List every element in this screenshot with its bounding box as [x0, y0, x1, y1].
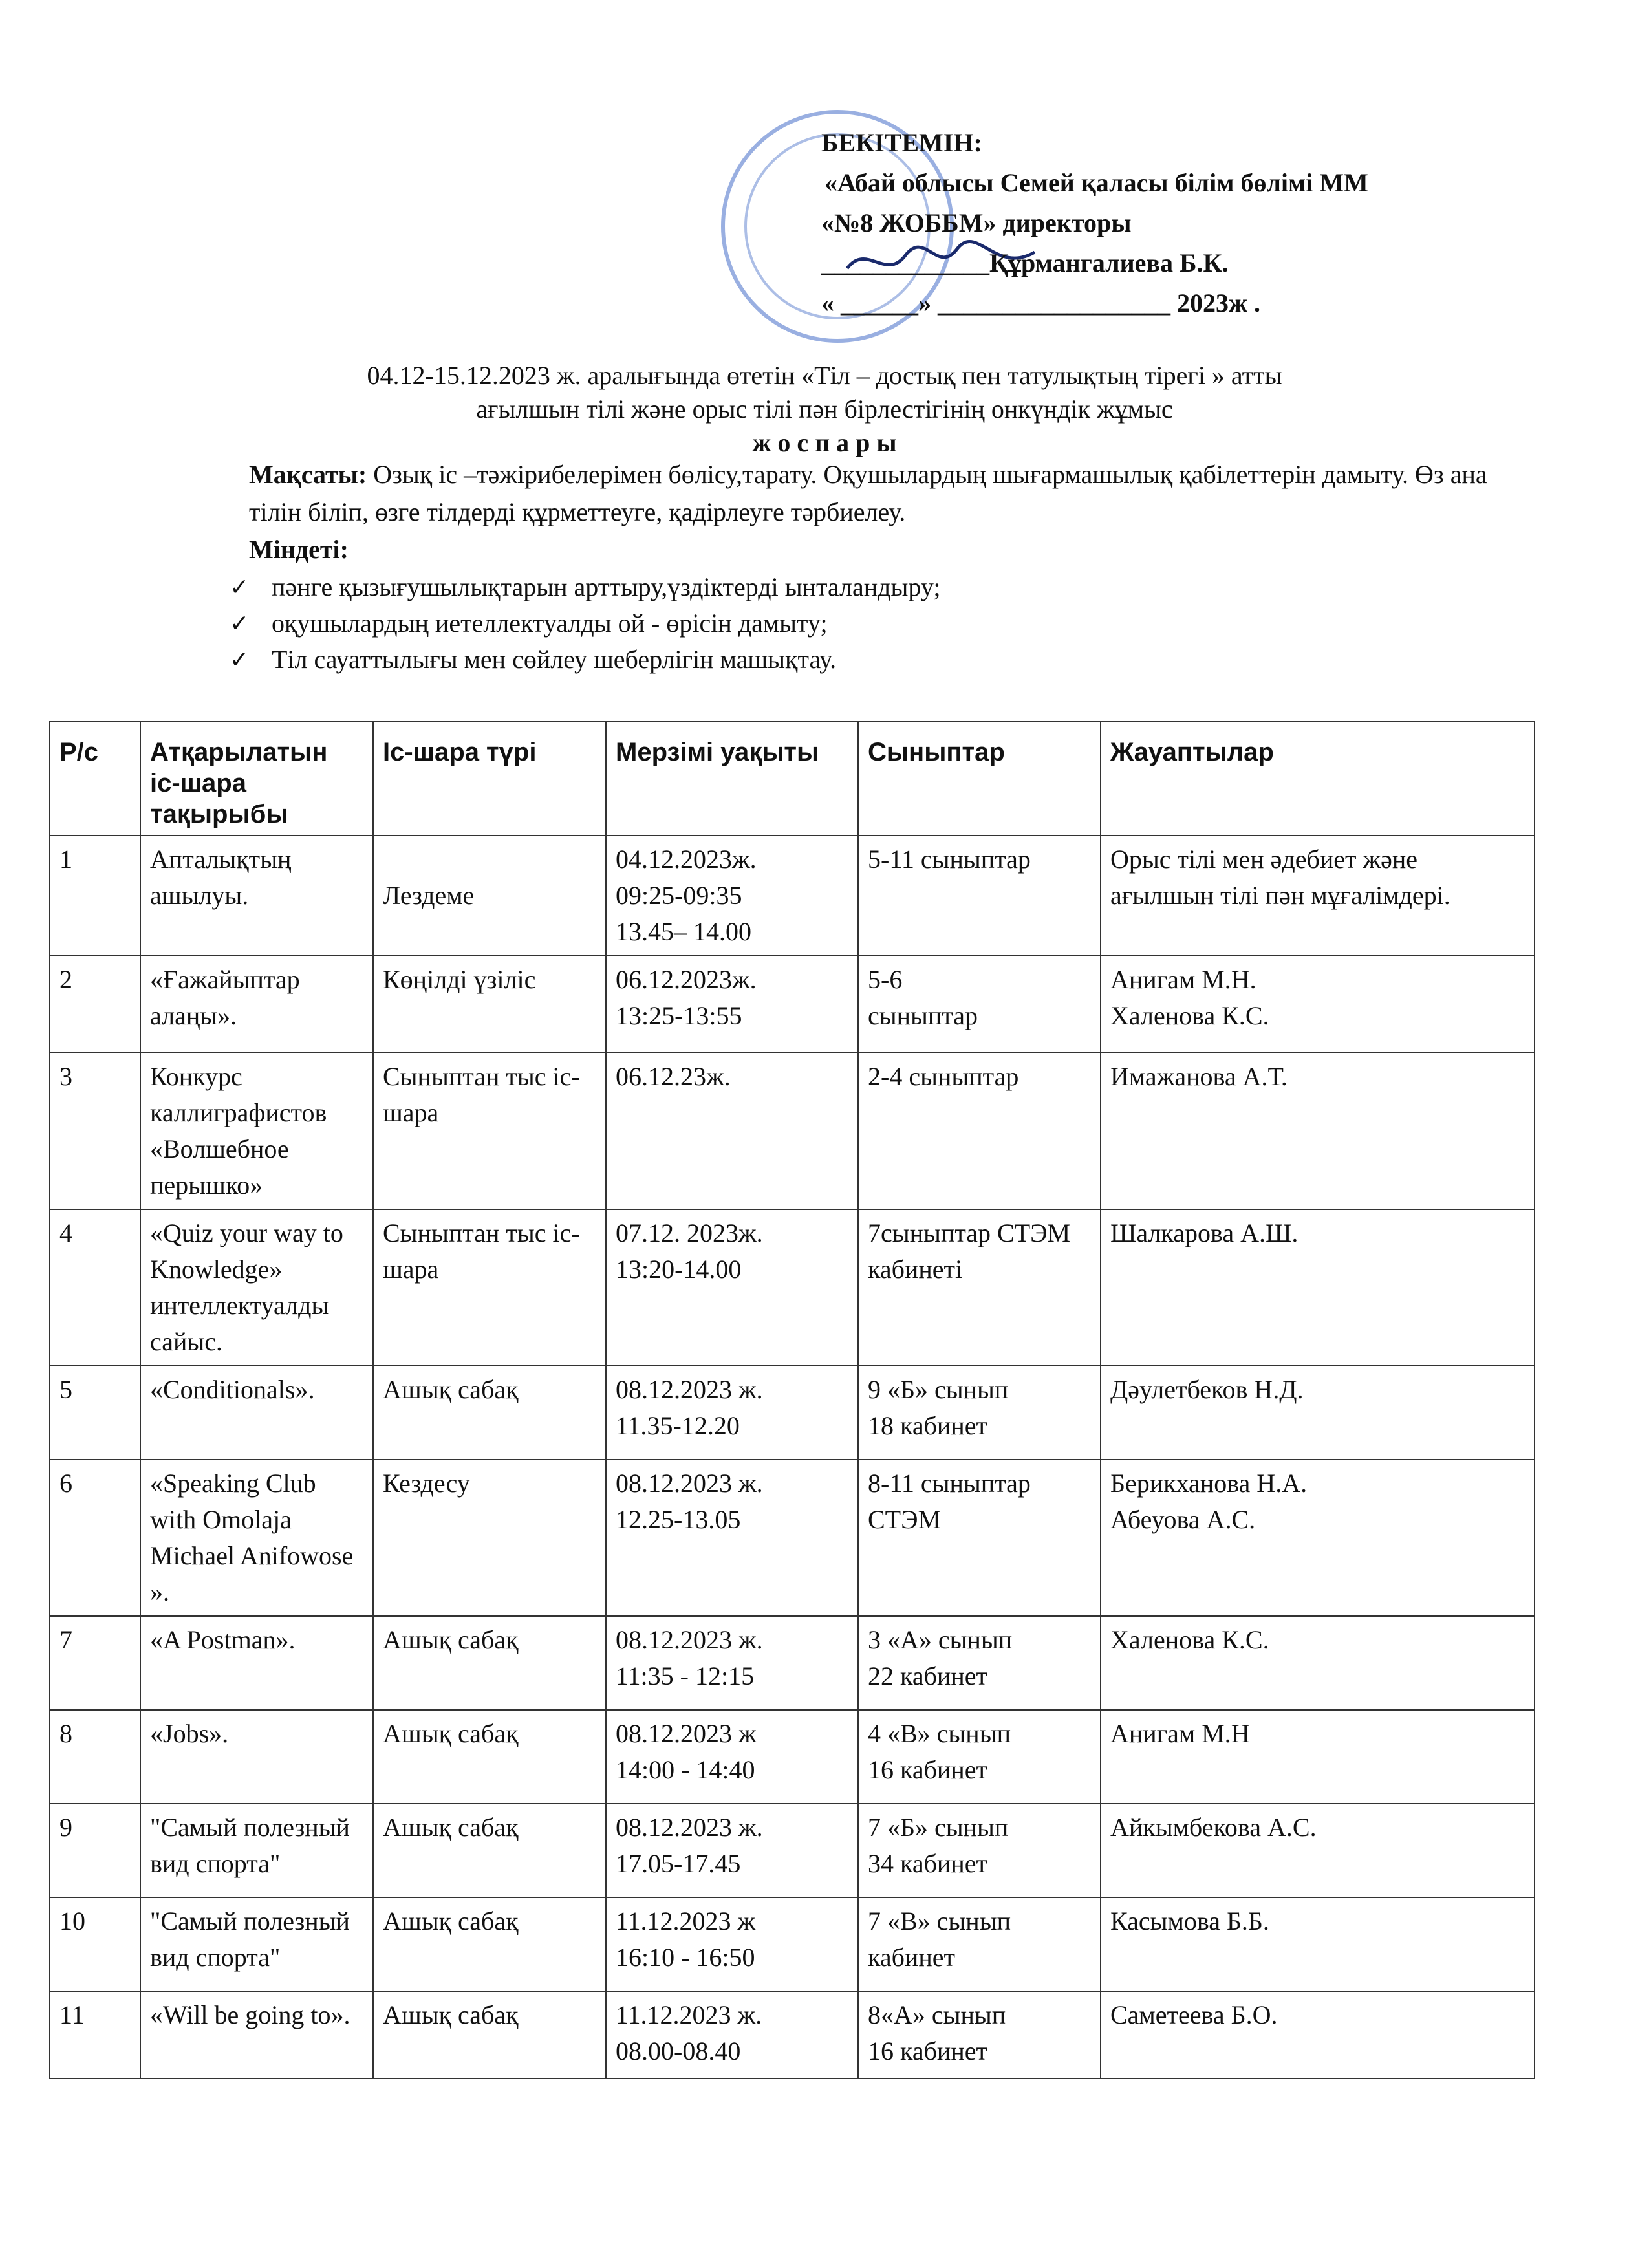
row-classes: 3 «А» сынып 22 кабинет: [858, 1616, 1101, 1710]
row-topic: «Quiz your way to Knowledge» интеллектуалды сайыс.: [140, 1209, 373, 1366]
header-index: Р/с: [50, 722, 140, 836]
table-row: [50, 1366, 1535, 1460]
row-classes: 7 «Б» сынып 34 кабинет: [858, 1804, 1101, 1897]
row-index: 4: [50, 1209, 140, 1366]
row-topic: «A Postman».: [140, 1616, 373, 1710]
header-topic: Атқарылатын іс-шара тақырыбы: [140, 722, 373, 836]
plan-title-line2: ағылшын тілі және орыс тілі пән бірлестігінің онкүндік жұмыс: [476, 394, 1173, 424]
row-classes: 9 «Б» сынып 18 кабинет: [858, 1366, 1101, 1460]
row-responsible: Берикханова Н.А. Абеуова А.С.: [1101, 1460, 1535, 1616]
row-type: Ашық сабақ: [373, 1897, 606, 1991]
row-responsible: Орыс тілі мен әдебиет және ағылшын тілі пән мұғалімдері.: [1101, 836, 1535, 956]
row-responsible: Имажанова А.Т.: [1101, 1053, 1535, 1209]
row-classes: 5-6 сыныптар: [858, 956, 1101, 1053]
header-date: Мерзімі уақыты: [606, 722, 858, 836]
table-row: [50, 836, 1535, 956]
goal-label: Мақсаты:: [249, 460, 367, 489]
approval-block: [821, 123, 1368, 323]
plan-title-line3: ж о с п а р ы: [752, 428, 897, 457]
row-responsible: Анигам М.Н. Халенова К.С.: [1101, 956, 1535, 1053]
row-date: 08.12.2023 ж. 17.05-17.45: [606, 1804, 858, 1897]
row-topic: «Speaking Club with Omolaja Michael Anifowose ».: [140, 1460, 373, 1616]
row-index: 2: [50, 956, 140, 1053]
row-topic: «Conditionals».: [140, 1366, 373, 1460]
row-classes: 7сыныптар СТЭМ кабинеті: [858, 1209, 1101, 1366]
row-type: Лездеме: [373, 836, 606, 956]
row-type: Көңілді үзіліс: [373, 956, 606, 1053]
row-classes: 2-4 сыныптар: [858, 1053, 1101, 1209]
header-classes: Сыныптар: [858, 722, 1101, 836]
task-item: ✓ Тіл сауаттылығы мен сөйлеу шеберлігін машықтау.: [230, 642, 940, 678]
table-row: [50, 1460, 1535, 1616]
row-index: 9: [50, 1804, 140, 1897]
row-type: Сыныптан тыс іс- шара: [373, 1053, 606, 1209]
row-responsible: Айкымбекова А.С.: [1101, 1804, 1535, 1897]
table-row: [50, 1991, 1535, 2079]
row-topic: Апталықтың ашылуы.: [140, 836, 373, 956]
row-date: 08.12.2023 ж. 11:35 - 12:15: [606, 1616, 858, 1710]
row-topic: «Ғажайыптар алаңы».: [140, 956, 373, 1053]
row-topic: "Самый полезный вид спорта": [140, 1897, 373, 1991]
row-classes: 8«А» сынып 16 кабинет: [858, 1991, 1101, 2079]
table-row: [50, 1053, 1535, 1209]
table-row: [50, 1710, 1535, 1804]
row-type: Сыныптан тыс іс- шара: [373, 1209, 606, 1366]
approval-director: _____________Құрмангалиева Б.К.: [821, 248, 1229, 277]
row-type: Ашық сабақ: [373, 1616, 606, 1710]
row-classes: 8-11 сыныптар СТЭМ: [858, 1460, 1101, 1616]
row-date: 11.12.2023 ж 16:10 - 16:50: [606, 1897, 858, 1991]
row-date: 06.12.2023ж. 13:25-13:55: [606, 956, 858, 1053]
plan-title-line1: 04.12-15.12.2023 ж. аралығында өтетін «Тіл – достық пен татулықтың тірегі » атты: [367, 361, 1282, 390]
row-responsible: Анигам М.Н: [1101, 1710, 1535, 1804]
header-responsible: Жауаптылар: [1101, 722, 1535, 836]
table-row: [50, 956, 1535, 1053]
row-responsible: Касымова Б.Б.: [1101, 1897, 1535, 1991]
table-header-row: [50, 722, 1535, 836]
table-body: [50, 836, 1535, 2079]
approval-org: «Абай облысы Семей қаласы білім бөлімі ММ: [824, 168, 1368, 197]
row-classes: 5-11 сыныптар: [858, 836, 1101, 956]
row-type: Ашық сабақ: [373, 1804, 606, 1897]
schedule-table: [49, 721, 1535, 2079]
row-index: 3: [50, 1053, 140, 1209]
row-date: 08.12.2023 ж 14:00 - 14:40: [606, 1710, 858, 1804]
approval-date: « ______» __________________ 2023ж .: [821, 288, 1261, 318]
row-index: 8: [50, 1710, 140, 1804]
row-date: 08.12.2023 ж. 11.35-12.20: [606, 1366, 858, 1460]
row-topic: «Will be going to».: [140, 1991, 373, 2079]
row-type: Кездесу: [373, 1460, 606, 1616]
row-index: 10: [50, 1897, 140, 1991]
row-topic: «Jobs».: [140, 1710, 373, 1804]
checkmark-icon: ✓: [230, 647, 250, 673]
goal-paragraph: [249, 456, 1529, 531]
task-item: ✓ оқушылардың иетеллектуалды ой - өрісін дамыту;: [230, 605, 940, 642]
header-type: Іс-шара түрі: [373, 722, 606, 836]
row-responsible: Саметеева Б.О.: [1101, 1991, 1535, 2079]
row-date: 08.12.2023 ж. 12.25-13.05: [606, 1460, 858, 1616]
row-type: Ашық сабақ: [373, 1710, 606, 1804]
row-index: 1: [50, 836, 140, 956]
row-responsible: Дәулетбеков Н.Д.: [1101, 1366, 1535, 1460]
row-responsible: Халенова К.С.: [1101, 1616, 1535, 1710]
checkmark-icon: ✓: [230, 574, 250, 600]
row-date: 06.12.23ж.: [606, 1053, 858, 1209]
row-classes: 7 «В» сынып кабинет: [858, 1897, 1101, 1991]
table-row: [50, 1616, 1535, 1710]
goal-text: Озық іс –тәжірибелерімен бөлісу,тарату. Оқушылардың шығармашылық қабілеттерін дамыту. Өз ана тілін біліп, өзге тілдерді құрметтеуге, қадірлеуге тәрбиелеу.: [249, 460, 1487, 526]
row-type: Ашық сабақ: [373, 1366, 606, 1460]
tasks-list: [230, 569, 940, 678]
row-index: 7: [50, 1616, 140, 1710]
row-topic: Конкурс каллиграфистов «Волшебное перышко»: [140, 1053, 373, 1209]
row-index: 5: [50, 1366, 140, 1460]
task-item: ✓ пәнге қызығушылықтарын арттыру,үздіктерді ынталандыру;: [230, 569, 940, 605]
table-row: [50, 1897, 1535, 1991]
row-date: 07.12. 2023ж. 13:20-14.00: [606, 1209, 858, 1366]
row-classes: 4 «В» сынып 16 кабинет: [858, 1710, 1101, 1804]
table-row: [50, 1209, 1535, 1366]
row-date: 11.12.2023 ж. 08.00-08.40: [606, 1991, 858, 2079]
row-index: 6: [50, 1460, 140, 1616]
approval-school: «№8 ЖОББМ» директоры: [821, 208, 1132, 237]
row-topic: "Самый полезный вид спорта": [140, 1804, 373, 1897]
table-row: [50, 1804, 1535, 1897]
tasks-label: Міндеті:: [249, 535, 349, 564]
checkmark-icon: ✓: [230, 610, 250, 636]
row-responsible: Шалкарова А.Ш.: [1101, 1209, 1535, 1366]
row-date: 04.12.2023ж. 09:25-09:35 13.45– 14.00: [606, 836, 858, 956]
approval-heading: БЕКІТЕМІН:: [821, 128, 982, 157]
row-index: 11: [50, 1991, 140, 2079]
row-type: Ашық сабақ: [373, 1991, 606, 2079]
